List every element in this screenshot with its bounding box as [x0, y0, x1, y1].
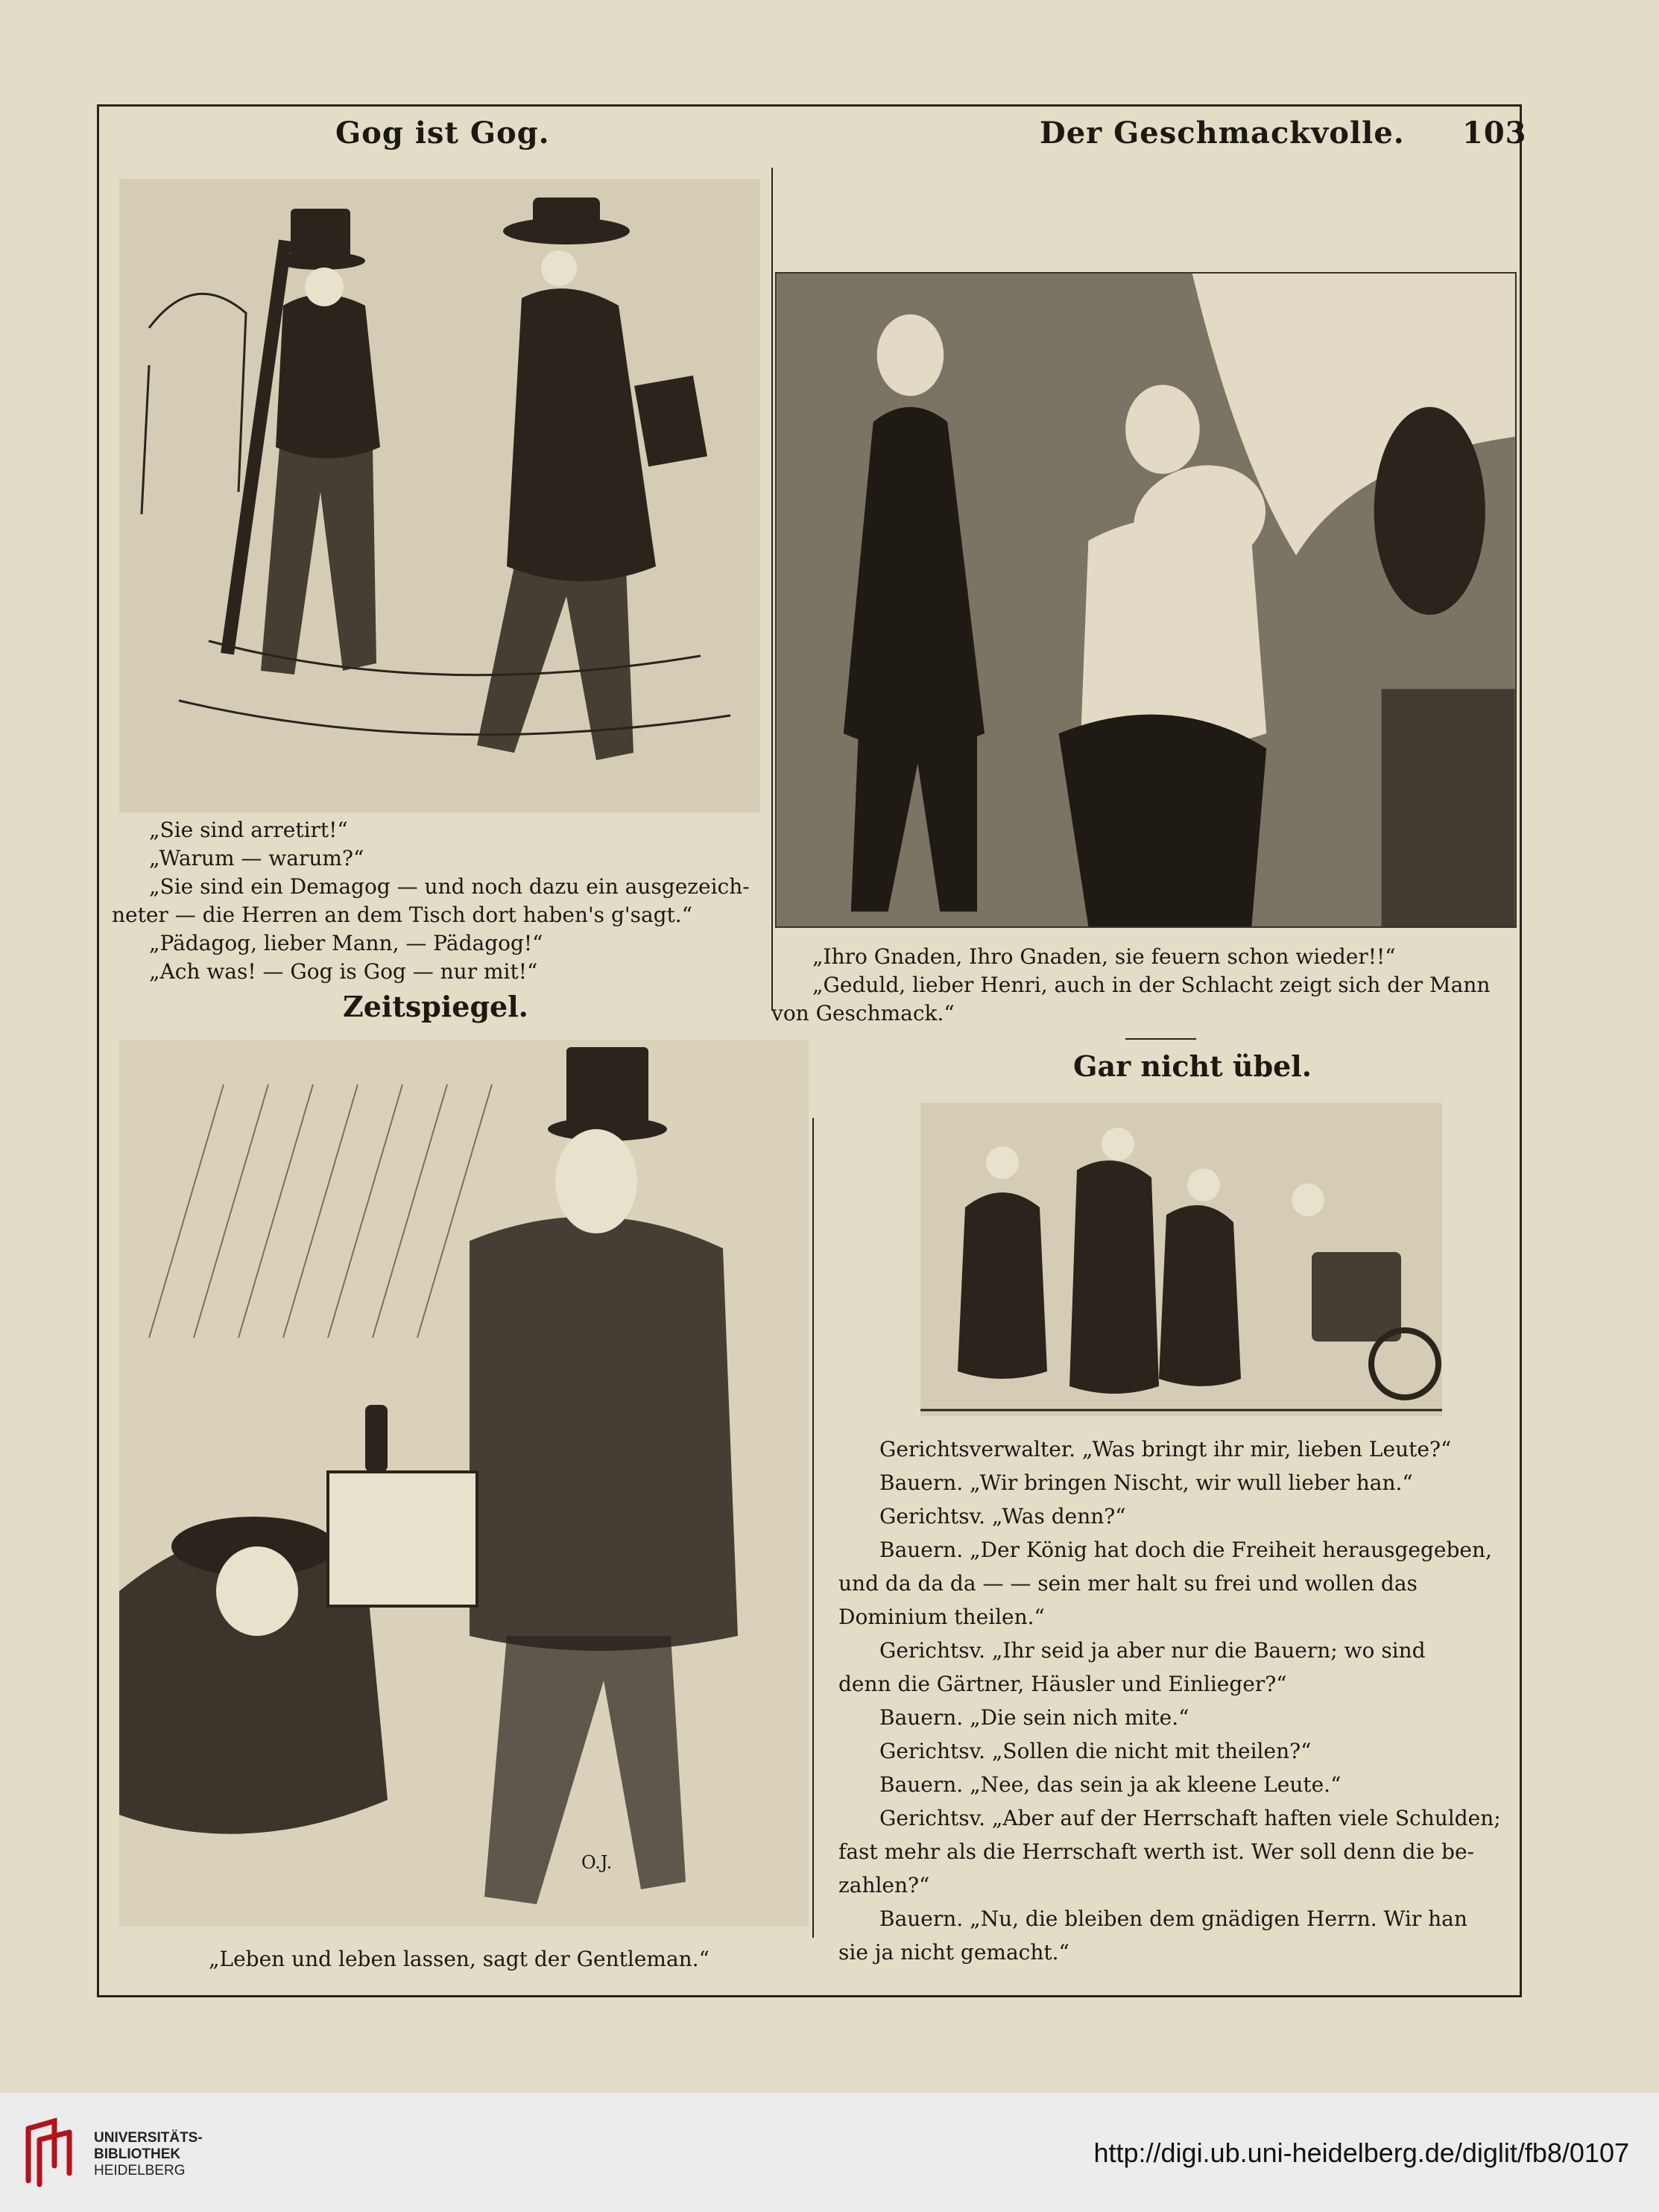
dialogue-line: Bauern. „Die sein nich mite.“ [879, 1705, 1189, 1730]
illustration-zeitspiegel [119, 1040, 809, 1927]
peasants-with-cart-sketch [920, 1103, 1442, 1416]
caption-gog-ist-gog [112, 816, 750, 986]
caption-line: „Ihro Gnaden, Ihro Gnaden, sie feuern schon wieder!!“ [812, 944, 1396, 969]
caption-line: neter — die Herren an dem Tisch dort haben's g'sagt.“ [112, 903, 693, 927]
dialogue-line: Bauern. „Nu, die bleiben dem gnädigen Herrn. Wir han [879, 1906, 1467, 1931]
page-number: 103 [1462, 116, 1527, 151]
illustration-gog-ist-gog [119, 179, 760, 812]
dialogue-line: Bauern. „Wir bringen Nischt, wir wull lieber han.“ [879, 1470, 1413, 1495]
dialogue-line: Bauern. „Nee, das sein ja ak kleene Leute.“ [879, 1772, 1342, 1797]
dialogue-line: denn die Gärtner, Häusler und Einlieger?“ [838, 1672, 1287, 1696]
caption-line: „Pädagog, lieber Mann, — Pädagog!“ [149, 931, 543, 955]
gentleman-and-bootblack-sketch [119, 1040, 809, 1927]
section-rule [1125, 1038, 1196, 1040]
column-divider-top [771, 168, 773, 1010]
library-name [94, 2130, 203, 2179]
library-line: HEIDELBERG [94, 2163, 186, 2178]
caption-line: „Geduld, lieber Henri, auch in der Schlacht zeigt sich der Mann [812, 973, 1491, 997]
illustration-der-geschmackvolle [775, 272, 1517, 928]
dialogue-line: fast mehr als die Herrschaft werth ist. Wer soll denn die be- [838, 1839, 1474, 1864]
library-line: BIBLIOTHEK [94, 2146, 181, 2162]
gar-nicht-uebel-title: Gar nicht übel. [1073, 1049, 1312, 1083]
caption-der-geschmackvolle [771, 943, 1490, 1028]
dialogue-line: Gerichtsverwalter. „Was bringt ihr mir, lieben Leute?“ [879, 1437, 1452, 1462]
dialogue-gar-nicht-uebel [838, 1432, 1501, 1969]
viewer-footer [0, 2093, 1659, 2212]
header-right-title: Der Geschmackvolle. [1040, 116, 1405, 151]
dialogue-line: Gerichtsv. „Was denn?“ [879, 1504, 1126, 1529]
caption-line: „Warum — warum?“ [149, 846, 364, 870]
zeitspiegel-title: Zeitspiegel. [343, 990, 528, 1023]
illustration-signature: O.J. [581, 1852, 613, 1873]
dialogue-line: Bauern. „Der König hat doch die Freiheit herausgegeben, [879, 1538, 1492, 1562]
dialogue-line: Gerichtsv. „Ihr seid ja aber nur die Bauern; wo sind [879, 1638, 1426, 1663]
column-divider-bottom [812, 1118, 814, 1938]
caption-line: von Geschmack.“ [771, 1001, 955, 1026]
page-url-link[interactable]: http://digi.ub.uni-heidelberg.de/diglit/fb8/0107 [1093, 2137, 1629, 2168]
dialogue-line: sie ja nicht gemacht.“ [838, 1940, 1069, 1965]
caption-line: „Ach was! — Gog is Gog — nur mit!“ [149, 959, 538, 984]
officer-and-servant-sketch [777, 274, 1515, 926]
caption-zeitspiegel: „Leben und leben lassen, sagt der Gentleman.“ [209, 1947, 710, 1971]
header-left-title: Gog ist Gog. [335, 116, 550, 151]
dialogue-line: Dominium theilen.“ [838, 1605, 1045, 1629]
caption-line: „Sie sind ein Demagog — und noch dazu ein ausgezeich- [149, 874, 750, 899]
illustration-gar-nicht-uebel [920, 1103, 1442, 1416]
dialogue-line: zahlen?“ [838, 1873, 930, 1897]
dialogue-line: Gerichtsv. „Aber auf der Herrschaft haften viele Schulden; [879, 1806, 1501, 1830]
library-line: UNIVERSITÄTS- [94, 2130, 203, 2146]
caption-line: „Sie sind arretirt!“ [149, 818, 348, 842]
dialogue-line: und da da da — — sein mer halt su frei und wollen das [838, 1571, 1418, 1596]
university-library-logo-icon [21, 2114, 80, 2188]
dialogue-line: Gerichtsv. „Sollen die nicht mit theilen?“ [879, 1739, 1312, 1763]
soldier-and-teacher-sketch [119, 179, 760, 812]
